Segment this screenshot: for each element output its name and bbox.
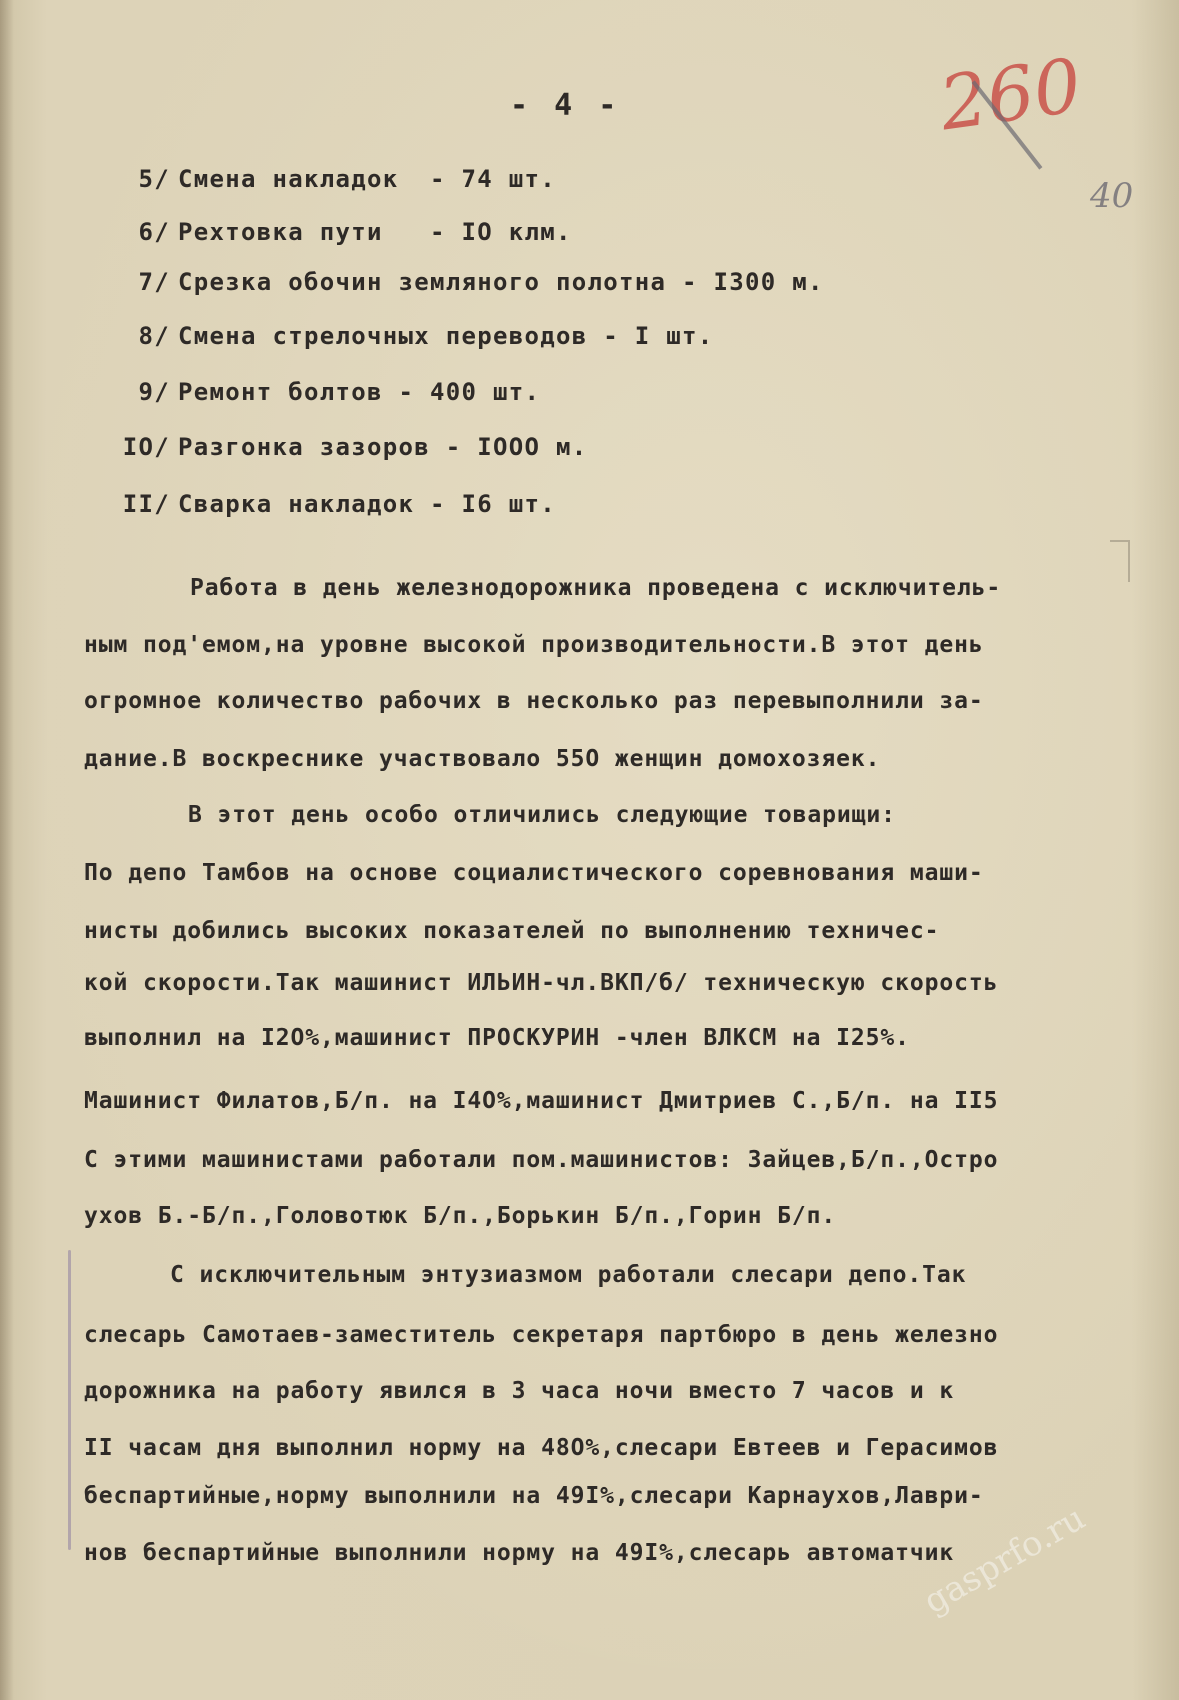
list-item: II/ Сварка накладок - I6 шт. — [122, 490, 556, 518]
text-line: Работа в день железнодорожника проведена с исключитель- — [190, 575, 1002, 601]
list-item: 9/ Ремонт болтов - 400 шт. — [138, 378, 541, 406]
text-line: По депо Тамбов на основе социалистического соревнования маши- — [84, 860, 984, 886]
text-line: слесарь Самотаев-заместитель секретаря партбюро в день железно — [84, 1322, 999, 1348]
text-line: Машинист Филатов,Б/п. на I4О%,машинист Дмитриев С.,Б/п. на II5 — [84, 1088, 999, 1114]
margin-bracket — [1110, 540, 1130, 582]
list-item: IО/ Разгонка зазоров - IООО м. — [122, 433, 588, 461]
text-line: нов беспартийные выполнили норму на 49I%,слесарь автоматчик — [84, 1540, 955, 1566]
text-line: дорожника на работу явился в 3 часа ночи вместо 7 часов и к — [84, 1378, 955, 1404]
margin-pencil-line — [68, 1250, 71, 1550]
list-item: 8/ Смена стрелочных переводов - I шт. — [138, 322, 714, 350]
text-line: дание.В воскреснике участвовало 55О женщин домохозяек. — [84, 746, 881, 772]
text-line: выполнил на I2О%,машинист ПРОСКУРИН -член ВЛКСМ на I25%. — [84, 1025, 910, 1051]
text-line: II часам дня выполнил норму на 48О%,слесари Евтеев и Герасимов — [84, 1435, 999, 1461]
handwritten-sheet-number: 260 — [934, 42, 1087, 148]
text-line: ухов Б.-Б/п.,Головотюк Б/п.,Борькин Б/п.,Горин Б/п. — [84, 1203, 837, 1229]
watermark: gasprfo.ru — [916, 1497, 1092, 1623]
page-number: - 4 - — [510, 88, 621, 123]
text-line: В этот день особо отличились следующие товарищи: — [188, 802, 896, 828]
list-item: 6/ Рехтовка пути - IО клм. — [138, 218, 572, 246]
list-item: 7/ Срезка обочин земляного полотна - I300 м. — [138, 268, 824, 296]
text-line: С этими машинистами работали пом.машинистов: Зайцев,Б/п.,Остро — [84, 1147, 999, 1173]
text-line: нисты добились высоких показателей по выполнению техничес- — [84, 918, 940, 944]
pencil-sheet-number: 40 — [1090, 176, 1134, 216]
text-line: ным под'емом,на уровне высокой производительности.В этот день — [84, 632, 984, 658]
list-item: 5/ Смена накладок - 74 шт. — [138, 165, 556, 193]
text-line: кой скорости.Так машинист ИЛЬИН-чл.ВКП/б/ техническую скорость — [84, 970, 999, 996]
page-edge-shadow — [0, 0, 14, 1700]
text-line: С исключительным энтузиазмом работали слесари депо.Так — [170, 1262, 967, 1288]
text-line: огромное количество рабочих в несколько раз перевыполнили за- — [84, 688, 984, 714]
text-line: беспартийные,норму выполнили на 49I%,слесари Карнаухов,Лаври- — [84, 1483, 984, 1509]
